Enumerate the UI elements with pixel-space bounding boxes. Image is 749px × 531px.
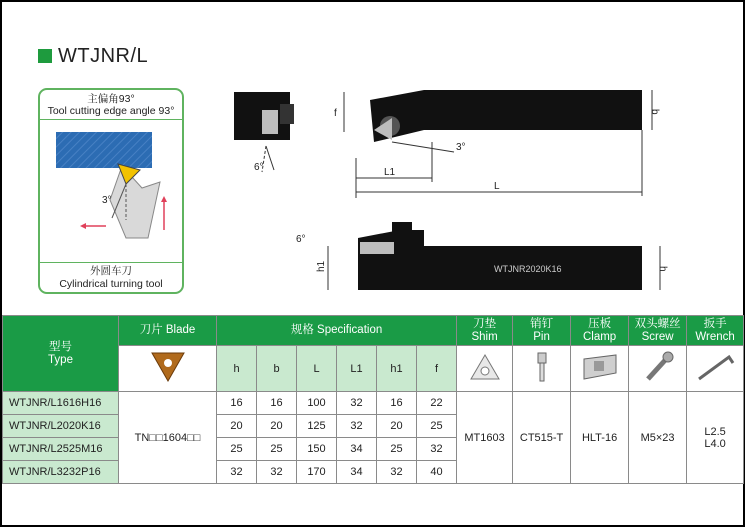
value-cell: 20 <box>257 415 297 438</box>
shim-header-en: Shim <box>471 330 498 343</box>
type-cell: WTJNR/L1616H16 <box>3 392 119 415</box>
wrench-size-2: L4.0 <box>704 437 726 450</box>
pin-cell: CT515-T <box>513 392 571 484</box>
wrench-icon <box>693 349 737 385</box>
value-cell: 16 <box>257 392 297 415</box>
value-cell: 34 <box>337 461 377 484</box>
f-label: f <box>334 108 337 119</box>
type-header-cn: 型号 <box>49 340 72 353</box>
clamp-header-en: Clamp <box>582 330 617 343</box>
shim-header <box>457 316 513 346</box>
value-cell: 32 <box>337 392 377 415</box>
value-cell: 32 <box>417 438 457 461</box>
type-header <box>3 316 119 392</box>
wrench-header-en: Wrench <box>695 330 735 343</box>
angle-6-side-label: 6° <box>296 234 306 245</box>
spec-header-cn: 规格 <box>290 324 314 336</box>
value-cell: 25 <box>377 438 417 461</box>
value-cell: 32 <box>377 461 417 484</box>
shim-cell: MT1603 <box>457 392 513 484</box>
dim-header-h: h <box>217 346 257 392</box>
h1-label: h1 <box>316 260 327 272</box>
tool-drawings <box>224 80 674 300</box>
wrench-header <box>687 316 744 346</box>
pin-header-cn: 销钉 <box>530 317 554 330</box>
spec-table <box>2 315 744 484</box>
value-cell: 32 <box>337 415 377 438</box>
tool-holder <box>110 166 160 238</box>
dim-header-L1: L1 <box>337 346 377 392</box>
wrench-image-cell <box>687 346 744 392</box>
dim-header-L: L <box>297 346 337 392</box>
type-header-en: Type <box>48 353 73 366</box>
wrench-header-cn: 扳手 <box>703 317 727 330</box>
value-cell: 20 <box>377 415 417 438</box>
angle-3-label: 3° <box>456 142 466 153</box>
end-view <box>234 92 294 173</box>
value-cell: 25 <box>417 415 457 438</box>
blade-header-cn: 刀片 <box>139 324 163 336</box>
clamp-header-cn: 压板 <box>588 317 612 330</box>
value-cell: 150 <box>297 438 337 461</box>
screw-icon <box>638 349 678 385</box>
type-cell: WTJNR/L2525M16 <box>3 438 119 461</box>
b-label: b <box>649 109 660 115</box>
value-cell: 170 <box>297 461 337 484</box>
panel-caption-en: Tool cutting edge angle 93° <box>47 105 175 117</box>
blade-code-cell: TN□□1604□□ <box>119 392 217 484</box>
value-cell: 100 <box>297 392 337 415</box>
value-cell: 16 <box>377 392 417 415</box>
spec-header <box>217 316 457 346</box>
L-label: L <box>494 181 500 192</box>
value-cell: 25 <box>257 438 297 461</box>
type-cell: WTJNR/L2020K16 <box>3 415 119 438</box>
body-mark: WTJNR2020K16 <box>494 264 562 274</box>
shim-header-cn: 刀垫 <box>473 317 497 330</box>
wrench-cell <box>687 392 744 484</box>
blade-header <box>119 316 217 346</box>
value-cell: 34 <box>337 438 377 461</box>
turning-illustration <box>40 120 182 260</box>
h-label: h <box>657 266 668 272</box>
title-marker <box>38 49 52 63</box>
triangle-insert-icon <box>148 349 188 385</box>
L1-label: L1 <box>384 167 396 178</box>
wrench-size-1: L2.5 <box>704 425 726 438</box>
screw-header-cn: 双头螺丝 <box>634 317 681 330</box>
dim-header-b: b <box>257 346 297 392</box>
feed-arrow-left-icon <box>80 223 86 229</box>
feed-arrow-up-icon <box>161 196 167 202</box>
pin-image-cell <box>513 346 571 392</box>
title-text: WTJNR/L <box>58 44 149 67</box>
value-cell: 22 <box>417 392 457 415</box>
screw-header <box>629 316 687 346</box>
panel-caption-cn: 主偏角93° <box>87 93 135 105</box>
table-row <box>3 392 744 415</box>
pin-header-en: Pin <box>533 330 550 343</box>
shim-image-cell <box>457 346 513 392</box>
value-cell: 25 <box>217 438 257 461</box>
value-cell: 40 <box>417 461 457 484</box>
pin-header <box>513 316 571 346</box>
cutting-angle-panel <box>38 88 184 294</box>
dim-header-h1: h1 <box>377 346 417 392</box>
panel-divider-bottom <box>40 262 182 263</box>
spec-header-en: Specification <box>317 324 383 336</box>
screw-cell: M5×23 <box>629 392 687 484</box>
panel-caption-bottom-cn: 外圆车刀 <box>90 265 132 277</box>
value-cell: 32 <box>257 461 297 484</box>
screw-image-cell <box>629 346 687 392</box>
value-cell: 125 <box>297 415 337 438</box>
screw-header-en: Screw <box>641 330 674 343</box>
type-cell: WTJNR/L3232P16 <box>3 461 119 484</box>
dim-header-f: f <box>417 346 457 392</box>
shim-icon <box>465 349 505 385</box>
clamp-icon <box>578 349 622 385</box>
clamp-cell: HLT-16 <box>571 392 629 484</box>
blade-image-cell <box>119 346 217 392</box>
panel-caption-bottom-en: Cylindrical turning tool <box>59 278 163 290</box>
clamp-image-cell <box>571 346 629 392</box>
side-view <box>296 222 668 290</box>
clamp-header <box>571 316 629 346</box>
angle-6-top-label: 6° <box>254 162 264 173</box>
value-cell: 20 <box>217 415 257 438</box>
pin-icon <box>522 349 562 385</box>
top-view <box>334 90 660 198</box>
value-cell: 16 <box>217 392 257 415</box>
blade-header-en: Blade <box>165 324 196 336</box>
angle-label: 3° <box>102 195 112 206</box>
page-title <box>38 45 148 67</box>
value-cell: 32 <box>217 461 257 484</box>
